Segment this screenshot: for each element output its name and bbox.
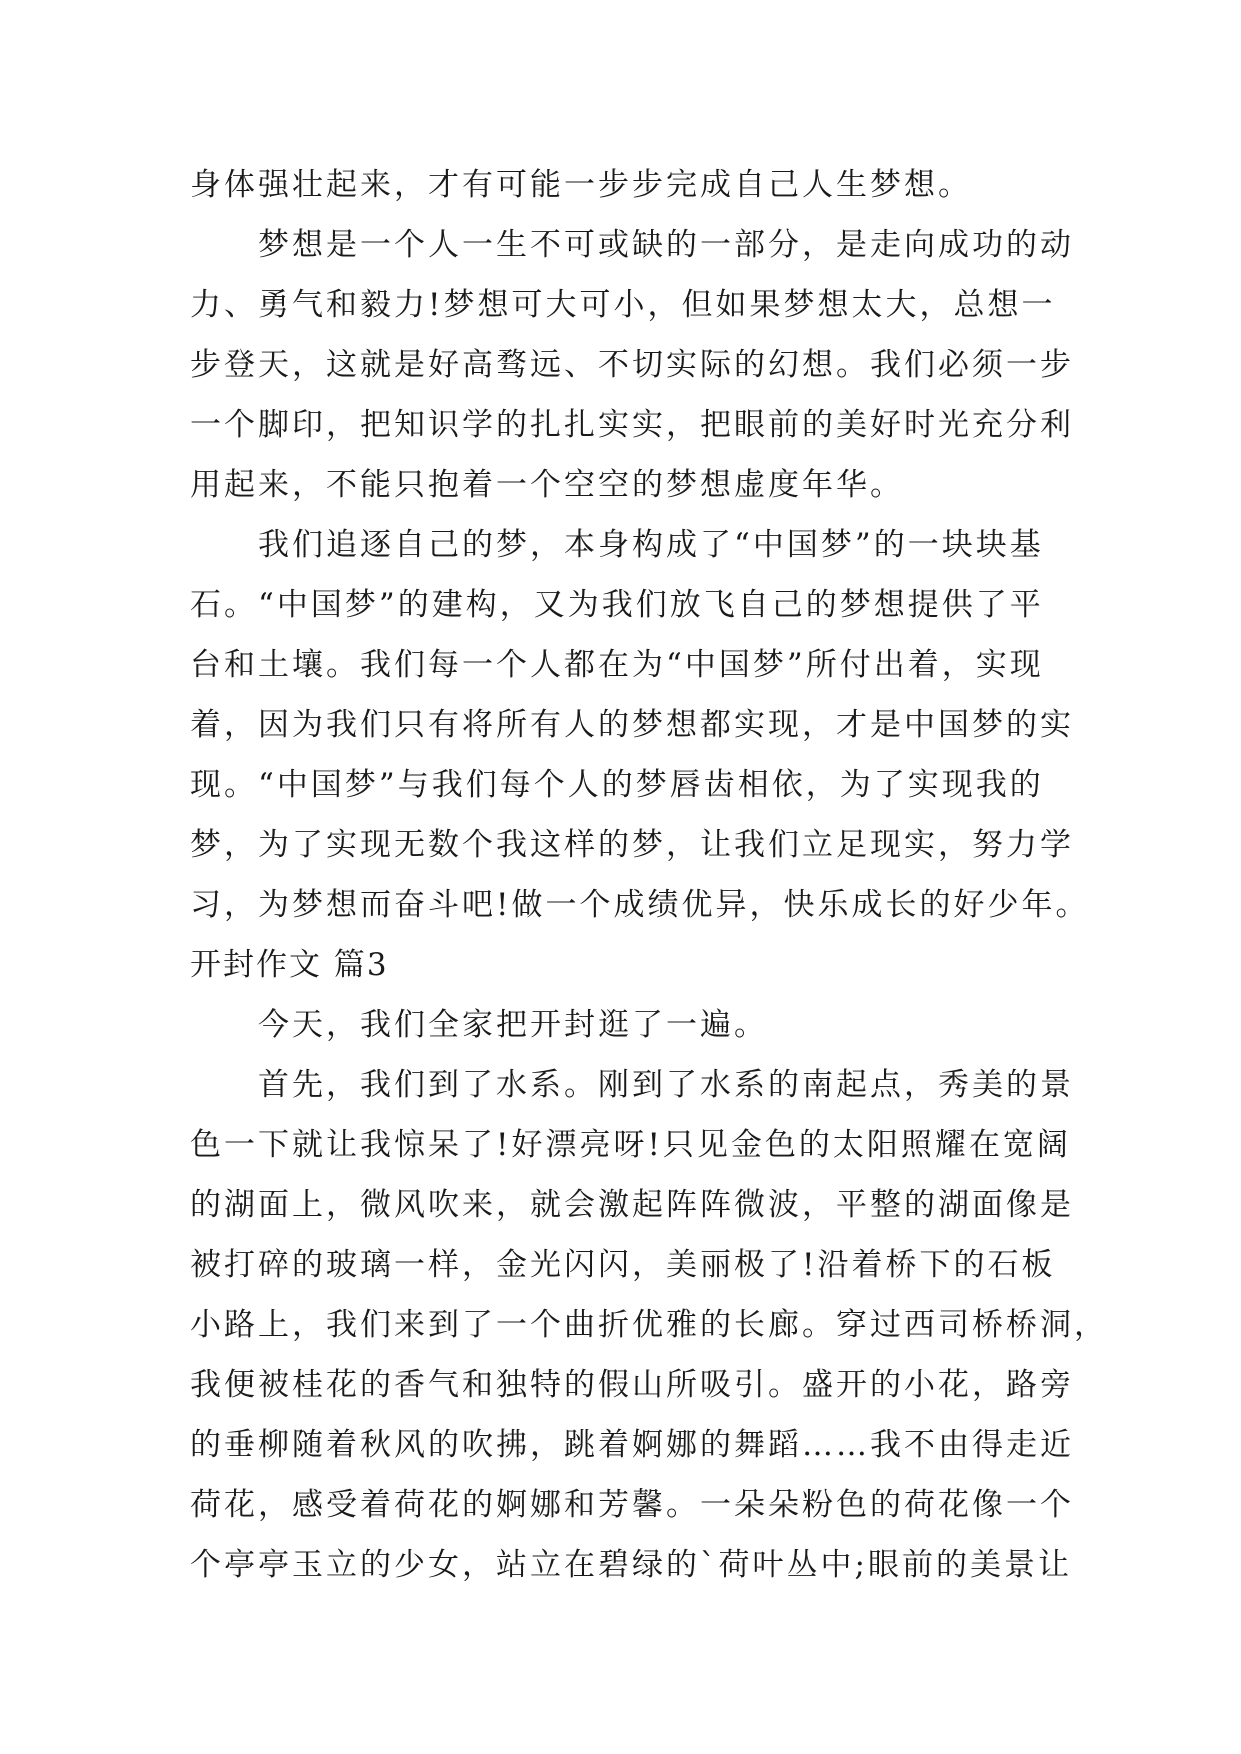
text-line: 现。“中国梦”与我们每个人的梦唇齿相依，为了实现我的 xyxy=(190,767,1044,803)
article-body xyxy=(190,155,1108,1595)
text-line: 梦，为了实现无数个我这样的梦，让我们立足现实，努力学 xyxy=(190,827,1074,863)
text-line: 习，为梦想而奋斗吧!做一个成绩优异，快乐成长的好少年。 xyxy=(190,887,1090,923)
text-line: 身体强壮起来，才有可能一步步完成自己人生梦想。 xyxy=(190,167,972,203)
paragraph-start-line: 梦想是一个人一生不可或缺的一部分，是走向成功的动 xyxy=(258,227,1074,263)
text-line: 步登天，这就是好高骛远、不切实际的幻想。我们必须一步 xyxy=(190,347,1074,383)
text-line: 个亭亭玉立的少女，站立在碧绿的`荷叶丛中;眼前的美景让 xyxy=(190,1547,1072,1583)
text-line: 荷花，感受着荷花的婀娜和芳馨。一朵朵粉色的荷花像一个 xyxy=(190,1487,1074,1523)
paragraph-start-line: 首先，我们到了水系。刚到了水系的南起点，秀美的景 xyxy=(258,1067,1074,1103)
text-line: 石。“中国梦”的建构，又为我们放飞自己的梦想提供了平 xyxy=(190,587,1044,623)
text-line: 小路上，我们来到了一个曲折优雅的长廊。穿过西司桥桥洞， xyxy=(190,1307,1108,1343)
text-line: 力、勇气和毅力!梦想可大可小，但如果梦想太大，总想一 xyxy=(190,287,1056,323)
text-line: 被打碎的玻璃一样，金光闪闪，美丽极了!沿着桥下的石板 xyxy=(190,1247,1056,1283)
text-line: 台和土壤。我们每一个人都在为“中国梦”所付出着，实现 xyxy=(190,647,1044,683)
text-line: 我便被桂花的香气和独特的假山所吸引。盛开的小花，路旁 xyxy=(190,1367,1074,1403)
paragraph-start-line: 今天，我们全家把开封逛了一遍。 xyxy=(258,1007,768,1043)
text-line: 着，因为我们只有将所有人的梦想都实现，才是中国梦的实 xyxy=(190,707,1074,743)
text-line: 一个脚印，把知识学的扎扎实实，把眼前的美好时光充分利 xyxy=(190,407,1074,443)
text-line: 的湖面上，微风吹来，就会激起阵阵微波，平整的湖面像是 xyxy=(190,1187,1074,1223)
section-heading: 开封作文 篇3 xyxy=(190,947,389,983)
text-line: 色一下就让我惊呆了!好漂亮呀!只见金色的太阳照耀在宽阔 xyxy=(190,1127,1071,1163)
text-line: 的垂柳随着秋风的吹拂，跳着婀娜的舞蹈……我不由得走近 xyxy=(190,1427,1074,1463)
text-line: 用起来，不能只抱着一个空空的梦想虚度年华。 xyxy=(190,467,904,503)
paragraph-start-line: 我们追逐自己的梦，本身构成了“中国梦”的一块块基 xyxy=(258,527,1044,563)
